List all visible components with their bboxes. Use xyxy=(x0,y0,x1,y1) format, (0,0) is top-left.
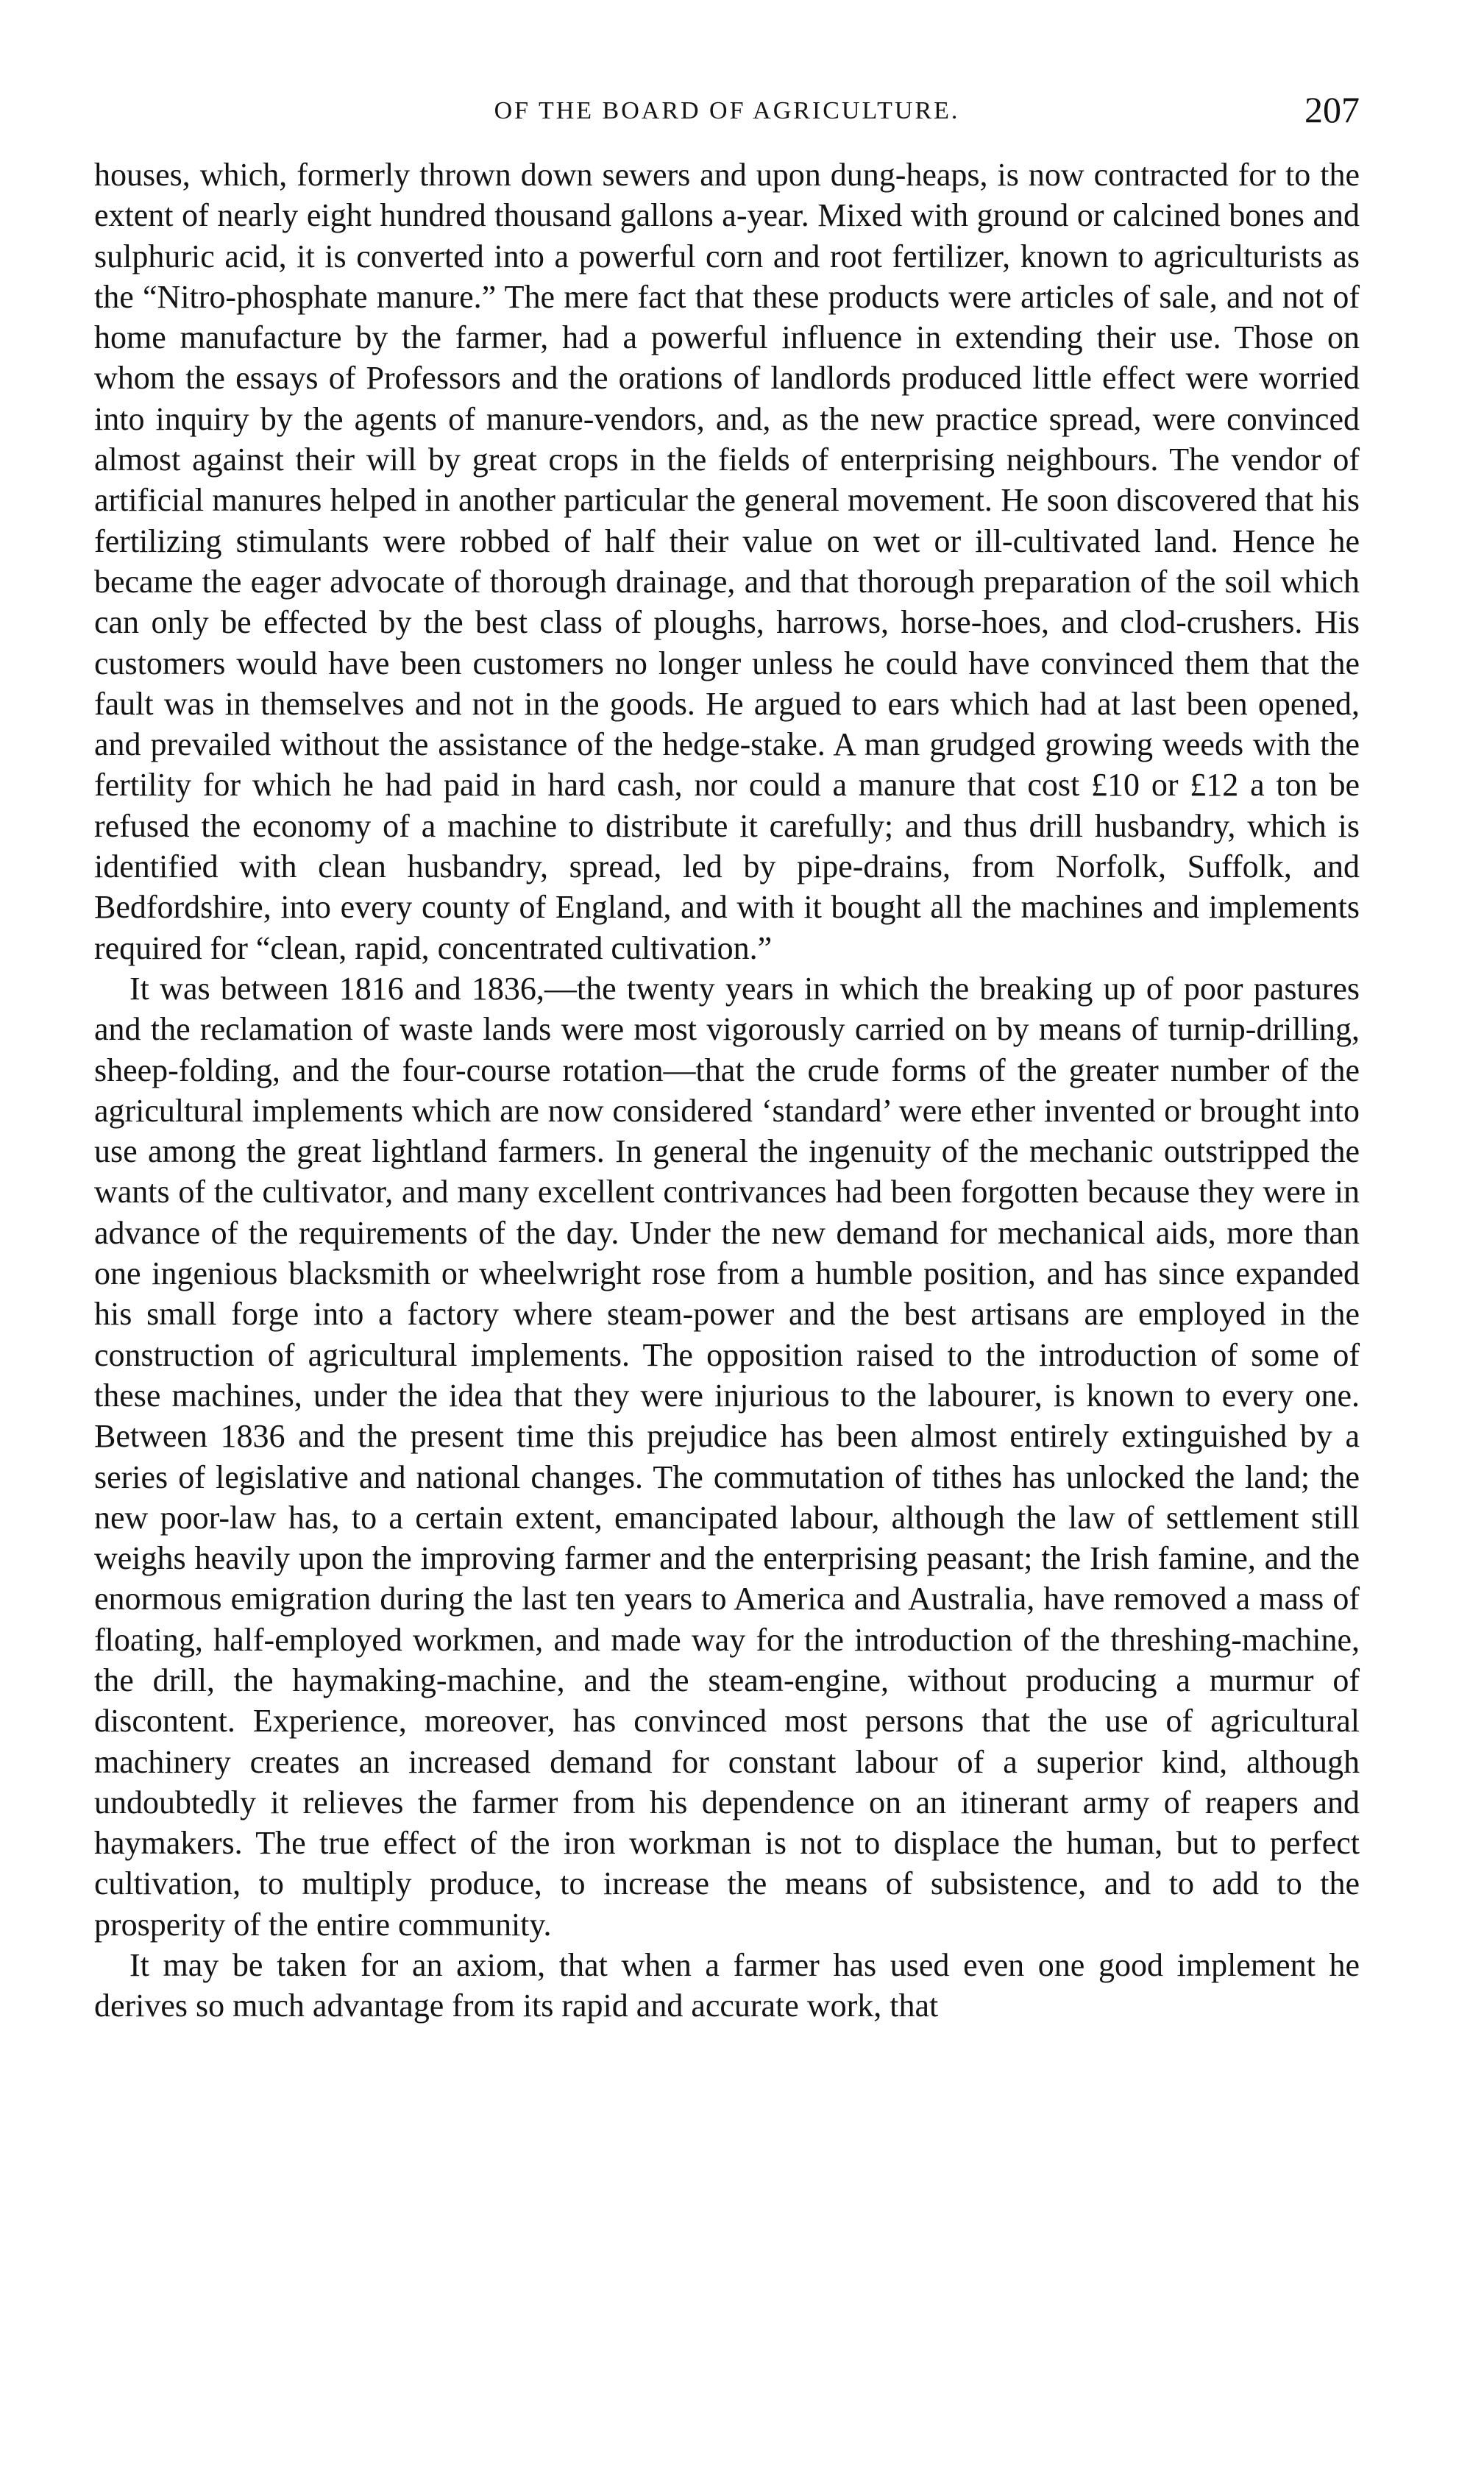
paragraph-continued: houses, which, formerly thrown down sewers and upon dung-heaps, is now contracted for to the extent of nearly eight hundred thousand gallons a-year. Mixed with ground or calcined bones and sulphuric acid, it is converted into a powerful corn and root fertilizer, known to agriculturists as the “Nitro-phosphate manure.” The mere fact that these products were articles of sale, and not of home manufacture by the farmer, had a powerful influence in extending their use. Those on whom the essays of Professors and the orations of landlords produced little effect were worried into inquiry by the agents of manure-vendors, and, as the new practice spread, were convinced almost against their will by great crops in the fields of enterprising neighbours. The vendor of artificial manures helped in another particular the general movement. He soon discovered that his fertilizing stimulants were robbed of half their value on wet or ill-cultivated land. Hence he became the eager advocate of thorough drainage, and that thorough preparation of the soil which can only be effected by the best class of ploughs, harrows, horse-hoes, and clod-crushers. His customers would have been customers no longer unless he could have convinced them that the fault was in themselves and not in the goods. He argued to ears which had at last been opened, and prevailed without the assistance of the hedge-stake. A man grudged growing weeds with the fertility for which he had paid in hard cash, nor could a manure that cost £10 or £12 a ton be refused the economy of a machine to distribute it carefully; and thus drill husbandry, which is identified with clean husbandry, spread, led by pipe-drains, from Norfolk, Suffolk, and Bedfordshire, into every county of England, and with it bought all the machines and implements required for “clean, rapid, concentrated cultivation.” xyxy=(94,157,1360,966)
running-title: OF THE BOARD OF AGRICULTURE. xyxy=(494,97,960,124)
body-text xyxy=(94,155,1360,2027)
paragraph: It was between 1816 and 1836,—the twenty years in which the breaking up of poor pastures and the reclamation of waste lands were most vigorously carried on by means of turnip-drilling, sheep-folding, and the four-course rotation—that the crude forms of the greater number of the agricultural implements which are now considered ‘standard’ were ether invented or brought into use among the great lightland farmers. In general the ingenuity of the mechanic outstripped the wants of the cultivator, and many excellent contrivances had been forgotten because they were in advance of the requirements of the day. Under the new demand for mechanical aids, more than one ingenious blacksmith or wheelwright rose from a humble position, and has since expanded his small forge into a factory where steam-power and the best artisans are employed in the construction of agricultural implements. The opposition raised to the introduction of some of these machines, under the idea that they were injurious to the labourer, is known to every one. Between 1836 and the present time this prejudice has been almost entirely extinguished by a series of legislative and national changes. The commutation of tithes has unlocked the land; the new poor-law has, to a certain extent, emancipated labour, although the law of settlement still weighs heavily upon the improving farmer and the enterprising peasant; the Irish famine, and the enormous emigration during the last ten years to America and Australia, have removed a mass of floating, half-employed workmen, and made way for the introduction of the threshing-machine, the drill, the haymaking-machine, and the steam-engine, without producing a murmur of discontent. Experience, moreover, has convinced most persons that the use of agricultural machinery creates an increased demand for constant labour of a superior kind, although undoubtedly it relieves the farmer from his dependence on an itinerant army of reapers and haymakers. The true effect of the iron workman is not to displace the human, but to perfect cultivation, to multiply produce, to increase the means of subsistence, and to add to the prosperity of the entire community. xyxy=(94,970,1360,1943)
page-number: 207 xyxy=(1304,89,1360,130)
running-head xyxy=(94,88,1360,155)
paragraph: It may be taken for an axiom, that when a farmer has used even one good implement he derives so much advantage from its rapid and accurate work, that xyxy=(94,1947,1360,2024)
book-page xyxy=(94,88,1360,2027)
